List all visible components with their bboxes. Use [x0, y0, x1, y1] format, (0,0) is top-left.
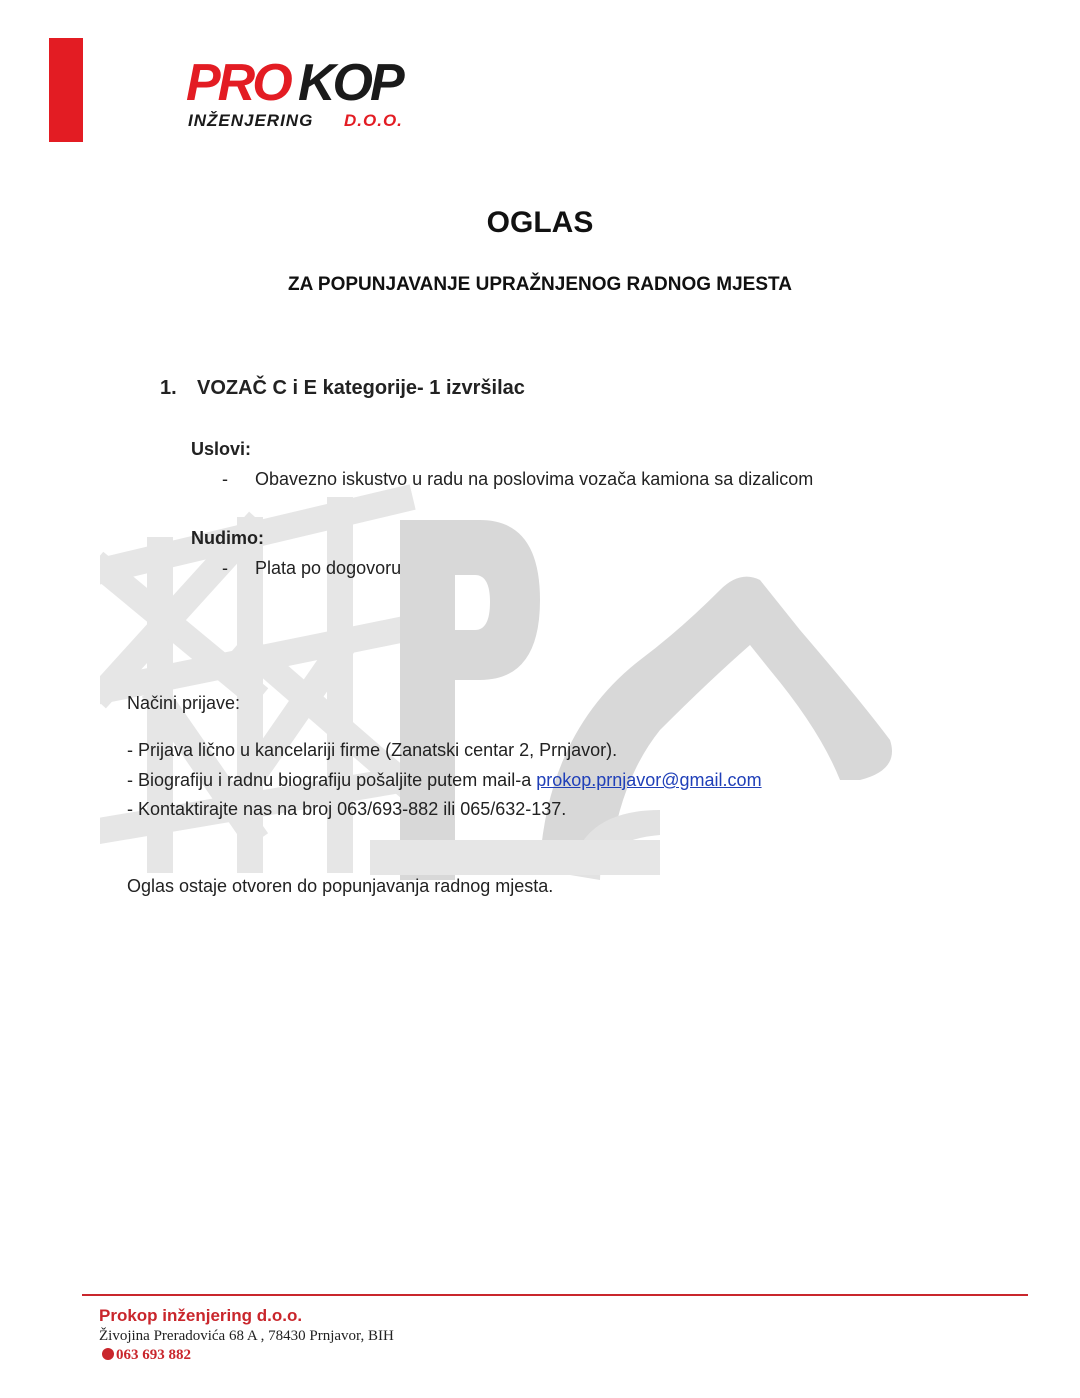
- footer-divider: [82, 1294, 1028, 1296]
- footer-phone: [102, 1347, 191, 1364]
- footer-address: Živojina Preradovića 68 A , 78430 Prnjavor, BIH: [99, 1328, 394, 1344]
- offer-item-text: Plata po dogovoru: [255, 558, 402, 578]
- offer-item: [222, 558, 401, 579]
- list-dash: -: [222, 558, 228, 578]
- svg-text:INŽENJERING: INŽENJERING: [188, 111, 314, 130]
- ad-title: OGLAS: [486, 206, 594, 239]
- list-dash: -: [222, 469, 228, 489]
- email-link[interactable]: prokop.prnjavor@gmail.com: [536, 770, 762, 790]
- footer-phone-number: 063 693 882: [116, 1347, 191, 1363]
- apply-line-phone: - Kontaktirajte nas na broj 063/693-882 ili 065/632-137.: [127, 799, 567, 819]
- closing-text: Oglas ostaje otvoren do popunjavanja radnog mjesta.: [127, 876, 554, 896]
- header-red-bar: [49, 38, 83, 142]
- footer-company: Prokop inženjering d.o.o.: [99, 1306, 303, 1325]
- svg-text:D.O.O.: D.O.O.: [344, 111, 403, 130]
- conditions-item: [222, 469, 813, 490]
- company-logo: [186, 48, 436, 138]
- apply-line-in-person: - Prijava lično u kancelariji firme (Zanatski centar 2, Prnjavor).: [127, 740, 618, 760]
- position-title: VOZAČ C i E kategorije- 1 izvršilac: [197, 377, 525, 399]
- conditions-label: Uslovi:: [191, 439, 252, 459]
- apply-email-prefix: - Biografiju i radnu biografiju pošaljite putem mail-a: [127, 770, 537, 790]
- apply-label: Načini prijave:: [127, 693, 241, 713]
- apply-line-email: [127, 770, 762, 791]
- conditions-item-text: Obavezno iskustvo u radu na poslovima vozača kamiona sa dizalicom: [255, 469, 814, 489]
- offer-label: Nudimo:: [191, 528, 264, 548]
- svg-text:PRO: PRO: [186, 54, 290, 112]
- position-number: 1.: [160, 377, 177, 399]
- svg-text:KOP: KOP: [298, 54, 402, 112]
- position-heading: [160, 377, 525, 400]
- phone-icon: [102, 1348, 114, 1360]
- ad-subtitle: ZA POPUNJAVANJE UPRAŽNJENOG RADNOG MJESTA: [288, 274, 792, 295]
